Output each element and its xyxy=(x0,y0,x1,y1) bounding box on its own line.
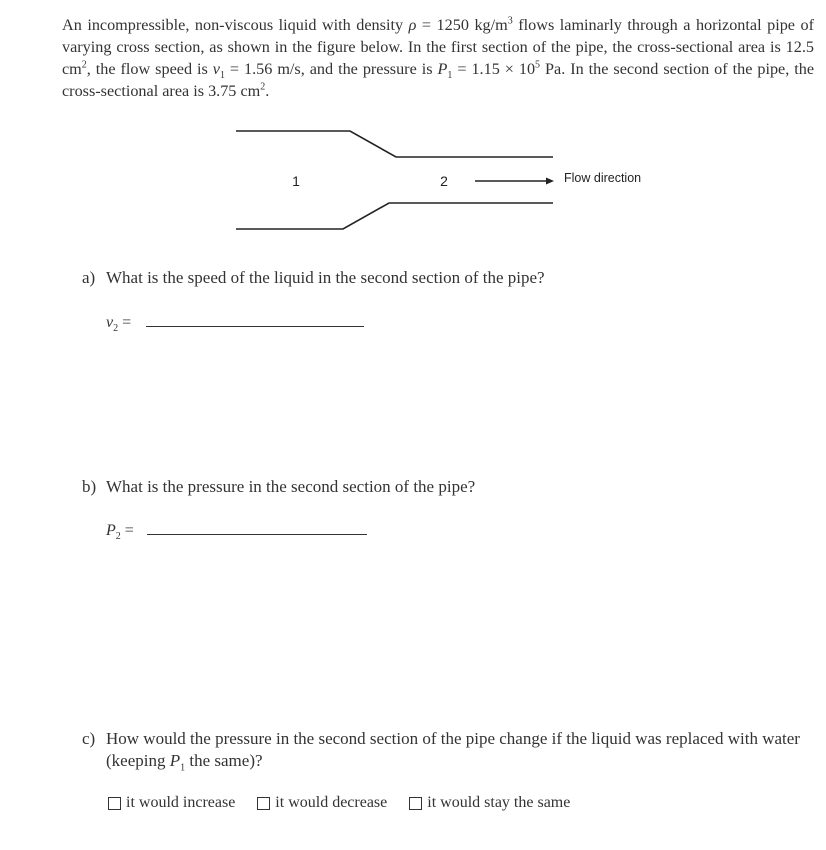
intro-text: flows laminarly through a horizontal pipe of varying cross section, as shown in the figure below. In the first section of the pipe, the cross-sectional area is 12.5 cm xyxy=(62,16,815,78)
pipe-figure xyxy=(230,118,650,238)
flow-arrow-icon xyxy=(546,178,554,185)
intro-text: , the flow speed is xyxy=(86,60,213,78)
pipe-lower-wall xyxy=(236,203,553,229)
velocity-symbol: v xyxy=(212,60,220,78)
subscript: 1 xyxy=(180,762,186,774)
answer-b-equals: = xyxy=(120,522,134,539)
superscript: 2 xyxy=(260,81,266,93)
superscript: 5 xyxy=(535,59,541,71)
question-a-label: a) xyxy=(82,268,96,287)
intro-text: = 1.56 m/s, and the pressure is xyxy=(224,60,438,78)
option-label: it would stay the same xyxy=(427,794,571,811)
superscript: 3 xyxy=(507,15,513,27)
intro-text: . xyxy=(265,82,270,100)
answer-b-blank[interactable] xyxy=(147,534,367,535)
pipe-upper-wall xyxy=(236,131,553,157)
answer-a-symbol: v xyxy=(106,314,114,331)
subscript: 1 xyxy=(219,70,225,82)
question-c xyxy=(82,728,816,779)
question-b-text: What is the pressure in the second section of the pipe? xyxy=(106,477,476,496)
question-a-text: What is the speed of the liquid in the second section of the pipe? xyxy=(106,268,545,287)
question-c-text-pre: How would the pressure in the second section of the pipe change if the liquid was replaced with water (keeping xyxy=(106,729,800,770)
intro-text: Pa. In the second section of the pipe, the cross-sectional area is 3.75 cm xyxy=(62,60,815,100)
answer-a-equals: = xyxy=(118,314,132,331)
checkbox-icon[interactable] xyxy=(409,797,422,810)
superscript: 2 xyxy=(81,59,87,71)
answer-b-symbol: P xyxy=(106,522,116,539)
option-stay-same[interactable] xyxy=(409,794,570,812)
checkbox-icon[interactable] xyxy=(257,797,270,810)
question-b-label: b) xyxy=(82,477,97,496)
problem-statement xyxy=(62,14,814,102)
section-1-label: 1 xyxy=(292,173,300,189)
intro-text: = 1.15 × 10 xyxy=(452,60,536,78)
pressure-symbol: P xyxy=(437,60,448,78)
intro-text: = 1250 kg/m xyxy=(416,16,508,34)
flow-direction-label: Flow direction xyxy=(564,171,642,185)
question-c-label: c) xyxy=(82,729,96,748)
answer-a-subscript: 2 xyxy=(113,323,119,335)
section-2-label: 2 xyxy=(440,173,448,189)
option-decrease[interactable] xyxy=(257,794,387,812)
answer-b-subscript: 2 xyxy=(115,531,121,543)
question-c-options xyxy=(108,794,592,812)
question-c-text-post: the same)? xyxy=(185,751,263,770)
option-increase[interactable] xyxy=(108,794,235,812)
question-b xyxy=(82,476,475,498)
option-label: it would decrease xyxy=(275,794,388,811)
answer-b xyxy=(106,522,134,542)
checkbox-icon[interactable] xyxy=(108,797,121,810)
density-symbol: ρ xyxy=(408,16,417,34)
question-c-text xyxy=(106,728,816,779)
subscript: 1 xyxy=(447,70,453,82)
intro-text: An incompressible, non-viscous liquid with density xyxy=(62,16,409,34)
answer-a-blank[interactable] xyxy=(146,326,364,327)
answer-a xyxy=(106,314,131,334)
question-a xyxy=(82,267,545,289)
pressure-symbol: P xyxy=(169,751,181,770)
option-label: it would increase xyxy=(126,794,236,811)
